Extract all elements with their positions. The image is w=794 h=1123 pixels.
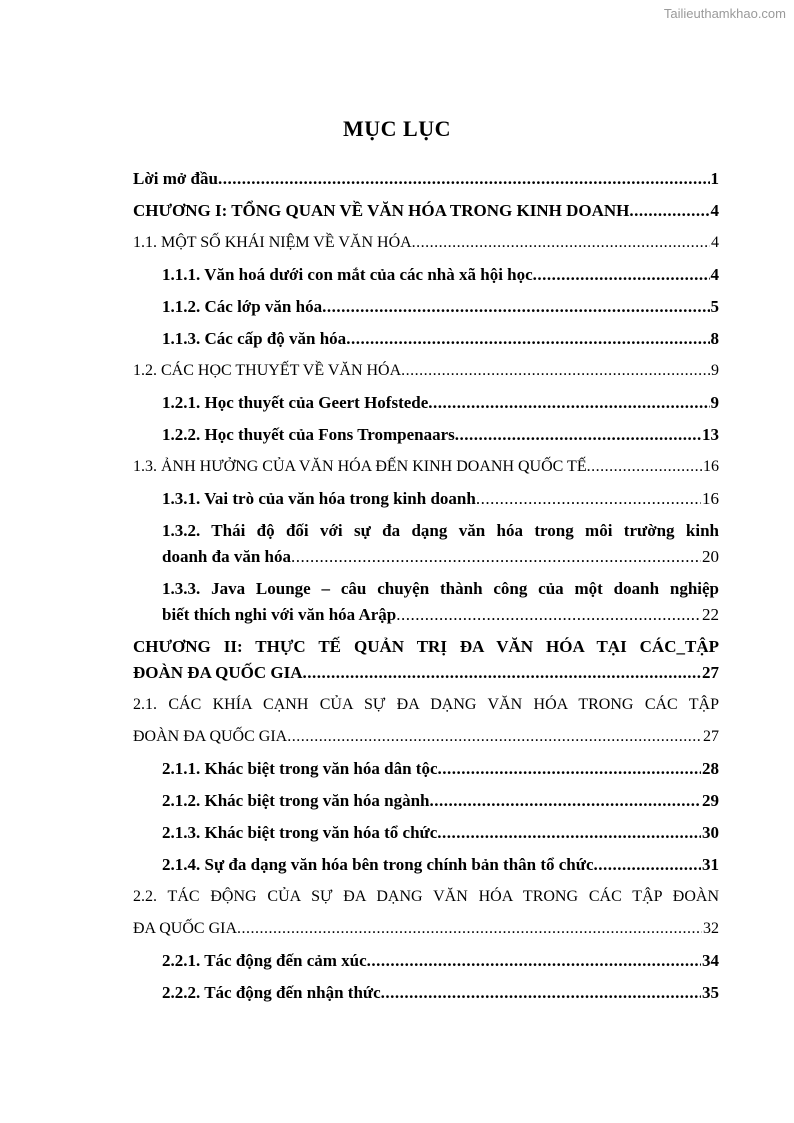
dot-leader — [322, 296, 709, 318]
dot-leader — [381, 982, 701, 1004]
toc-entry-page: 5 — [710, 297, 719, 316]
dot-leader — [455, 424, 701, 446]
toc-entry-label: 1.1. MỘT SỐ KHÁI NIỆM VỀ VĂN HÓA — [133, 234, 412, 251]
toc-entry-1-2-1[interactable] — [162, 392, 719, 414]
toc-entry-chapter-2[interactable] — [133, 636, 719, 684]
toc-entry-page: 27 — [703, 728, 719, 745]
toc-entry-label: Lời mở đầu — [133, 169, 218, 188]
toc-entry-label: 2.1.1. Khác biệt trong văn hóa dân tộc — [162, 759, 438, 778]
toc-entry-page: 35 — [702, 983, 719, 1002]
toc-entry-line2: ĐA QUỐC GIA — [133, 920, 237, 937]
toc-entry-2-1[interactable] — [133, 694, 719, 748]
toc-entry-line1: CHƯƠNG II: THỰC TẾ QUẢN TRỊ ĐA VĂN HÓA TẠI CÁC_TẬP — [133, 637, 719, 656]
toc-entry-label: 1.1.1. Văn hoá dưới con mắt của các nhà xã hội học — [162, 265, 533, 284]
toc-entry-page: 32 — [703, 920, 719, 937]
watermark: Tailieuthamkhao.com — [663, 6, 786, 21]
toc-entry-2-1-1[interactable] — [162, 758, 719, 780]
toc-entry-1-3-2[interactable] — [162, 520, 719, 568]
toc-entry-2-2-1[interactable] — [162, 950, 719, 972]
toc-entry-page: 1 — [710, 169, 719, 188]
toc-entry-label: 1.1.2. Các lớp văn hóa — [162, 297, 323, 316]
dot-leader — [428, 392, 709, 414]
toc-entry-label: 2.1.3. Khác biệt trong văn hóa tổ chức — [162, 823, 438, 842]
toc-entry-label: 2.1.4. Sự đa dạng văn hóa bên trong chính bản thân tổ chức — [162, 855, 594, 874]
dot-leader — [629, 200, 709, 222]
toc-entry-2-1-2[interactable] — [162, 790, 719, 812]
toc-entry-page: 28 — [702, 759, 719, 778]
toc-entry-page: 20 — [702, 547, 719, 566]
toc-entry-1-1-1[interactable] — [162, 264, 719, 286]
toc-entry-page: 16 — [703, 458, 719, 475]
toc-entry-line1: 1.3.2. Thái độ đối với sự đa dạng văn hóa trong môi trường kinh — [162, 521, 719, 540]
toc-entry-label: 1.2.1. Học thuyết của Geert Hofstede — [162, 393, 429, 412]
toc-entry-1-2-2[interactable] — [162, 424, 719, 446]
dot-leader — [367, 950, 701, 972]
toc-entry-page: 9 — [710, 393, 719, 412]
dot-leader — [401, 360, 710, 382]
dot-leader — [303, 662, 701, 684]
dot-leader — [429, 790, 701, 812]
toc-entry-line1: 2.2. TÁC ĐỘNG CỦA SỰ ĐA DẠNG VĂN HÓA TRONG CÁC TẬP ĐOÀN — [133, 888, 719, 905]
toc-entry-page: 4 — [711, 234, 719, 251]
dot-leader — [412, 232, 710, 254]
toc-entry-2-1-4[interactable] — [162, 854, 719, 876]
dot-leader — [291, 546, 701, 568]
toc-entry-label: 1.2.2. Học thuyết của Fons Trompenaars — [162, 425, 455, 444]
dot-leader — [587, 456, 702, 478]
toc-entry-2-1-3[interactable] — [162, 822, 719, 844]
toc-entry-page: 16 — [702, 489, 719, 508]
toc-entry-page: 8 — [710, 329, 719, 348]
toc-entry-2-2-2[interactable] — [162, 982, 719, 1004]
toc-entry-page: 30 — [702, 823, 719, 842]
toc-entry-2-2[interactable] — [133, 886, 719, 940]
toc-entry-1-3-3[interactable] — [162, 578, 719, 626]
toc-entry-line2: biết thích nghi với văn hóa Arập — [162, 605, 397, 624]
dot-leader — [346, 328, 709, 350]
dot-leader — [287, 726, 702, 748]
toc-entry-page: 27 — [702, 663, 719, 682]
dot-leader — [476, 488, 701, 510]
toc-entry-label: CHƯƠNG I: TỔNG QUAN VỀ VĂN HÓA TRONG KINH DOANH — [133, 201, 630, 220]
toc-entry-label: 1.2. CÁC HỌC THUYẾT VỀ VĂN HÓA — [133, 362, 402, 379]
toc-entry-page: 34 — [702, 951, 719, 970]
toc-entry-1-2[interactable] — [133, 360, 719, 382]
toc-entry-1-1[interactable] — [133, 232, 719, 254]
toc-entry-label: 1.1.3. Các cấp độ văn hóa — [162, 329, 347, 348]
dot-leader — [437, 822, 701, 844]
dot-leader — [533, 264, 710, 286]
table-of-contents — [133, 168, 719, 1014]
toc-entry-1-3-1[interactable] — [162, 488, 719, 510]
toc-entry-page: 9 — [711, 362, 719, 379]
toc-entry-intro[interactable] — [133, 168, 719, 190]
dot-leader — [594, 854, 701, 876]
toc-entry-page: 13 — [702, 425, 719, 444]
toc-entry-1-1-3[interactable] — [162, 328, 719, 350]
toc-entry-page: 29 — [702, 791, 719, 810]
toc-entry-line2: ĐOÀN ĐA QUỐC GIA — [133, 663, 303, 682]
toc-entry-line1: 2.1. CÁC KHÍA CẠNH CỦA SỰ ĐA DẠNG VĂN HÓA TRONG CÁC TẬP — [133, 696, 719, 713]
toc-entry-line2: ĐOÀN ĐA QUỐC GIA — [133, 728, 288, 745]
page-title: MỤC LỤC — [343, 116, 451, 141]
toc-entry-label: 2.2.1. Tác động đến cảm xúc — [162, 951, 367, 970]
toc-entry-1-3[interactable] — [133, 456, 719, 478]
dot-leader — [438, 758, 702, 780]
toc-entry-label: 2.1.2. Khác biệt trong văn hóa ngành — [162, 791, 430, 810]
dot-leader — [237, 918, 702, 940]
toc-entry-page: 22 — [702, 605, 719, 624]
toc-entry-chapter-1[interactable] — [133, 200, 719, 222]
toc-entry-label: 1.3. ẢNH HƯỞNG CỦA VĂN HÓA ĐẾN KINH DOANH QUỐC TẾ — [133, 458, 587, 475]
dot-leader — [218, 168, 710, 190]
toc-entry-page: 4 — [710, 201, 719, 220]
dot-leader — [396, 604, 701, 626]
toc-entry-line1: 1.3.3. Java Lounge – câu chuyện thành công của một doanh nghiệp — [162, 579, 719, 598]
toc-entry-label: 2.2.2. Tác động đến nhận thức — [162, 983, 381, 1002]
toc-entry-page: 4 — [710, 265, 719, 284]
toc-entry-line2: doanh đa văn hóa — [162, 547, 291, 566]
toc-entry-1-1-2[interactable] — [162, 296, 719, 318]
toc-entry-label: 1.3.1. Vai trò của văn hóa trong kinh doanh — [162, 489, 476, 508]
toc-entry-page: 31 — [702, 855, 719, 874]
